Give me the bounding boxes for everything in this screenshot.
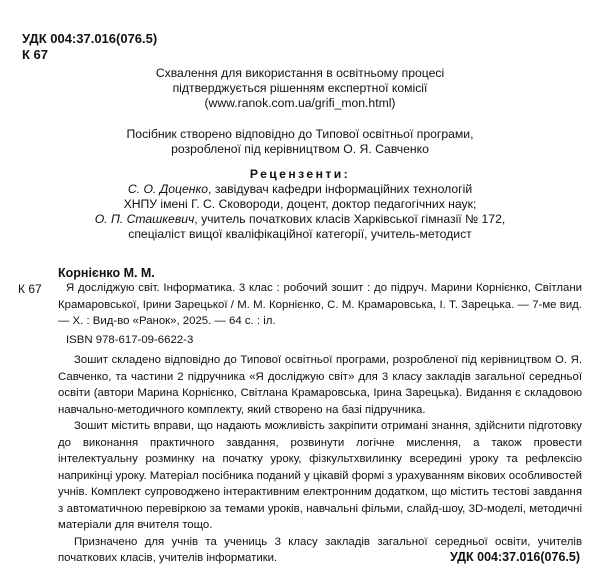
program-line: розробленої під керівництвом О. Я. Савченко (171, 142, 429, 156)
approval-note (40, 66, 560, 111)
bibliographic-text: Я досліджую світ. Інформатика. 3 клас : робочий зошит : до підруч. Марини Корнієнко, Світлани Крамаровської, Ірини Зарецької / М. М. Корнієнко, С. М. Крамаровська, І. Т. Зарецька. — 7-ме вид. — Х. : Вид-во «Ранок», 2025. — 64 с. : іл. (58, 282, 582, 327)
annotation (58, 352, 582, 567)
catalog-code: К 67 (18, 282, 42, 296)
annotation-paragraph: Зошит складено відповідно до Типової освітньої програми, розробленої під керівництвом О. Я. Савченко, та частини 2 підручника «Я досліджую світ» для 3 класу закладів загальної середньої освіти (автори Марина Корнієнко, Світлана Крамаровська, Ірина Зарецька). Видання є складовою навчально-методичного комплекту, який створено на базі підручника. (58, 354, 582, 416)
reviewer-1-affiliation: ХНПУ імені Г. С. Сковороди, доцент, доктор педагогічних наук; (123, 197, 477, 211)
program-note (40, 127, 560, 157)
reviewer-2 (40, 212, 560, 227)
reviewers-list (40, 182, 560, 242)
reviewer-1 (40, 182, 560, 197)
annotation-paragraph: Зошит містить вправи, що надають можливість закріпити отримані знання, здійснити підготовку до виконання практичного завдання, розвинути логічне мислення, а також провести інтелектуальну розминку на початку уроку, фізкультхвилинку всередині уроку та рефлексію наприкінці уроку. Матеріал посібника поданий у цікавій формі з урахуванням вікових особливостей учнів. Комплект супроводжено інтерактивним електронним додатком, що містить тестові завдання з автоматичною перевіркою за темами уроків, навчальні фільми, слайд-шоу, 3D-моделі, методичні матеріали для вчителя тощо. (58, 420, 582, 531)
library-code: К 67 (22, 47, 49, 62)
reviewers-title: Рецензенти: (249, 167, 351, 181)
reviewer-2-role: , учитель початкових класів Харківської гімназії № 172, (194, 212, 506, 226)
reviewer-1-name: С. О. Доценко (127, 182, 209, 196)
annotation-paragraph: Призначено для учнів та учениць 3 класу закладів загальної середньої освіти, учителів початкових класів, учителів інформатики. (58, 535, 582, 564)
isbn: ISBN 978-617-09-6622-3 (66, 334, 194, 346)
reviewer-2-name: О. П. Сташкевич (94, 212, 195, 226)
approval-line: Схвалення для використання в освітньому процесі (155, 66, 445, 80)
udc-header (22, 31, 157, 63)
bibliographic-description (58, 280, 582, 330)
program-line: Посібник створено відповідно до Типової освітньої програми, (126, 127, 474, 141)
approval-line: підтверджується рішенням експертної комісії (172, 81, 428, 95)
reviewer-1-role: , завідувач кафедри інформаційних технологій (208, 182, 473, 196)
catalog-authors: Корнієнко М. М. (58, 266, 155, 280)
approval-link: (www.ranok.com.ua/grifi_mon.html) (204, 96, 396, 110)
udc-footer: УДК 004:37.016(076.5) (449, 550, 580, 564)
udc-code: УДК 004:37.016(076.5) (22, 31, 158, 46)
reviewer-2-affiliation: спеціаліст вищої кваліфікаційної категорії, учитель-методист (128, 227, 472, 241)
